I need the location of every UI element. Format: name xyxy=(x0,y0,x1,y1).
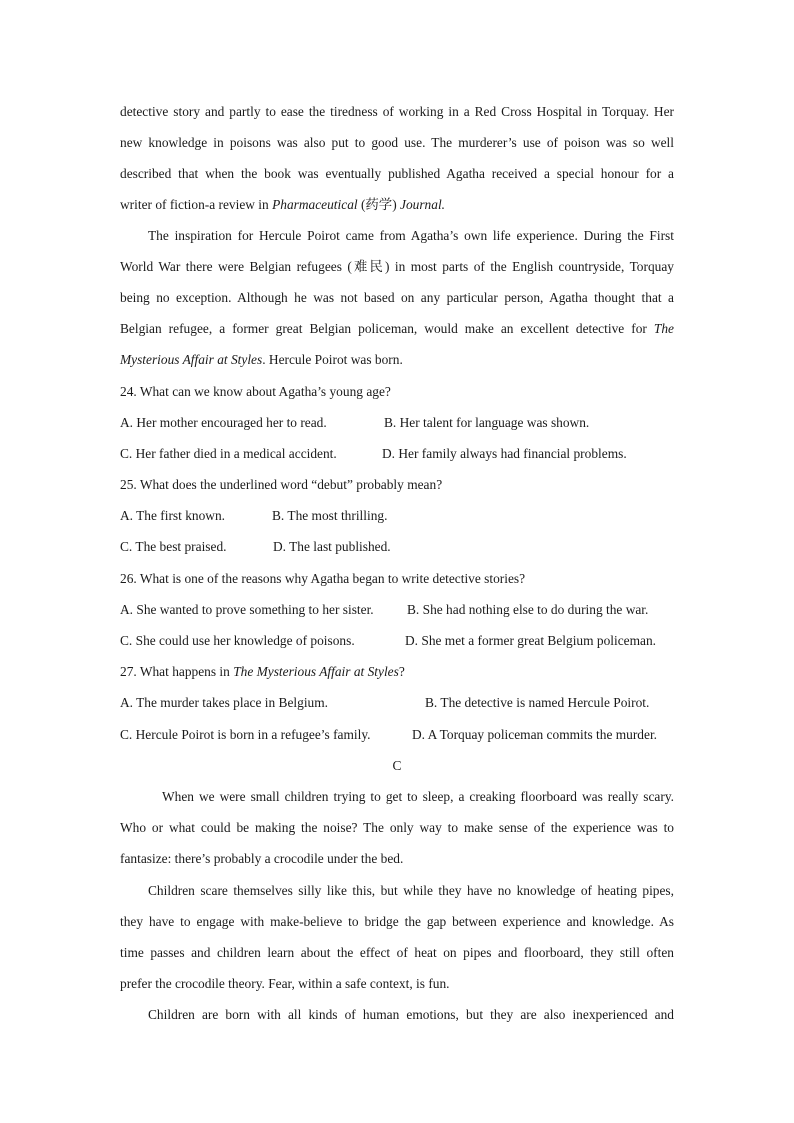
text-segment: (药学) xyxy=(357,197,401,212)
passage-c-p2-line-3: time passes and children learn about the effect of heat on pipes and floorboard, they still often xyxy=(120,945,674,960)
option-27-a[interactable]: A. The murder takes place in Belgium. xyxy=(120,695,328,710)
question-24-row-1 xyxy=(120,414,674,432)
option-25-c[interactable]: C. The best praised. xyxy=(120,539,227,554)
question-25-row-1 xyxy=(120,507,674,525)
passage-b-line-3: described that when the book was eventually published Agatha received a special honour for a xyxy=(120,166,674,181)
passage-b-line-2: new knowledge in poisons was also put to good use. The murderer’s use of poison was so well xyxy=(120,135,674,150)
text-segment: ? xyxy=(398,664,405,679)
passage-c-p2-line-4: prefer the crocodile theory. Fear, within a safe context, is fun. xyxy=(120,976,450,991)
option-26-d[interactable]: D. She met a former great Belgium policeman. xyxy=(405,633,656,648)
text-segment: Belgian refugee, a former great Belgian policeman, would make an excellent detective for xyxy=(120,321,654,336)
journal-title-part-2: Journal. xyxy=(400,197,446,212)
passage-b-p2-line-1: The inspiration for Hercule Poirot came from Agatha’s own life experience. During the First xyxy=(148,228,674,243)
passage-c-p1-line-3: fantasize: there’s probably a crocodile under the bed. xyxy=(120,851,404,866)
question-26-row-1 xyxy=(120,601,674,619)
passage-c-heading: C xyxy=(392,758,402,773)
question-27-row-2 xyxy=(120,726,674,744)
question-27-row-1 xyxy=(120,694,674,712)
question-24-row-2 xyxy=(120,445,674,463)
option-25-b[interactable]: B. The most thrilling. xyxy=(272,508,388,523)
passage-b-p2-line-5 xyxy=(120,351,674,369)
passage-c-p1-line-1: When we were small children trying to get to sleep, a creaking floorboard was really scary. xyxy=(162,789,674,804)
option-24-b[interactable]: B. Her talent for language was shown. xyxy=(384,415,590,430)
passage-b-p2-line-3: being no exception. Although he was not based on any particular person, Agatha thought that a xyxy=(120,290,674,305)
passage-b-line-1: detective story and partly to ease the tiredness of working in a Red Cross Hospital in Torquay. Her xyxy=(120,104,674,119)
option-25-d[interactable]: D. The last published. xyxy=(273,539,391,554)
book-title-fragment: The xyxy=(653,321,674,336)
question-26-row-2 xyxy=(120,632,674,650)
option-25-a[interactable]: A. The first known. xyxy=(120,508,226,523)
question-26-stem: 26. What is one of the reasons why Agatha began to write detective stories? xyxy=(120,571,526,586)
option-27-d[interactable]: D. A Torquay policeman commits the murder. xyxy=(412,727,658,742)
text-segment: writer of fiction-a review in xyxy=(120,197,273,212)
option-27-b[interactable]: B. The detective is named Hercule Poirot. xyxy=(425,695,650,710)
passage-b-line-4 xyxy=(120,196,674,214)
passage-c-p2-line-2: they have to engage with make-believe to bridge the gap between experience and knowledge. As xyxy=(120,914,674,929)
journal-title-part-1: Pharmaceutical xyxy=(272,197,358,212)
text-segment: 27. What happens in xyxy=(120,664,234,679)
passage-c-p1-line-2: Who or what could be making the noise? The only way to make sense of the experience was to xyxy=(120,820,674,835)
passage-b-p2-line-4 xyxy=(120,320,674,338)
option-26-c[interactable]: C. She could use her knowledge of poisons. xyxy=(120,633,355,648)
option-24-c[interactable]: C. Her father died in a medical accident. xyxy=(120,446,337,461)
passage-c-p3-line-1: Children are born with all kinds of human emotions, but they are also inexperienced and xyxy=(148,1007,674,1022)
book-title: The Mysterious Affair at Styles xyxy=(233,664,399,679)
passage-c-p2-line-1: Children scare themselves silly like this, but while they have no knowledge of heating pipes, xyxy=(148,883,674,898)
option-26-a[interactable]: A. She wanted to prove something to her sister. xyxy=(120,602,374,617)
question-24-stem: 24. What can we know about Agatha’s young age? xyxy=(120,384,391,399)
option-27-c[interactable]: C. Hercule Poirot is born in a refugee’s family. xyxy=(120,727,371,742)
option-24-a[interactable]: A. Her mother encouraged her to read. xyxy=(120,415,327,430)
question-27-stem xyxy=(120,663,674,681)
book-title-fragment: Mysterious Affair at Styles xyxy=(120,352,263,367)
question-25-row-2 xyxy=(120,538,674,556)
option-26-b[interactable]: B. She had nothing else to do during the war. xyxy=(407,602,649,617)
question-25-stem: 25. What does the underlined word “debut” probably mean? xyxy=(120,477,443,492)
passage-b-p2-line-2: World War there were Belgian refugees (难民) in most parts of the English countryside, Torquay xyxy=(120,259,674,274)
text-segment: . Hercule Poirot was born. xyxy=(262,352,403,367)
option-24-d[interactable]: D. Her family always had financial problems. xyxy=(382,446,627,461)
